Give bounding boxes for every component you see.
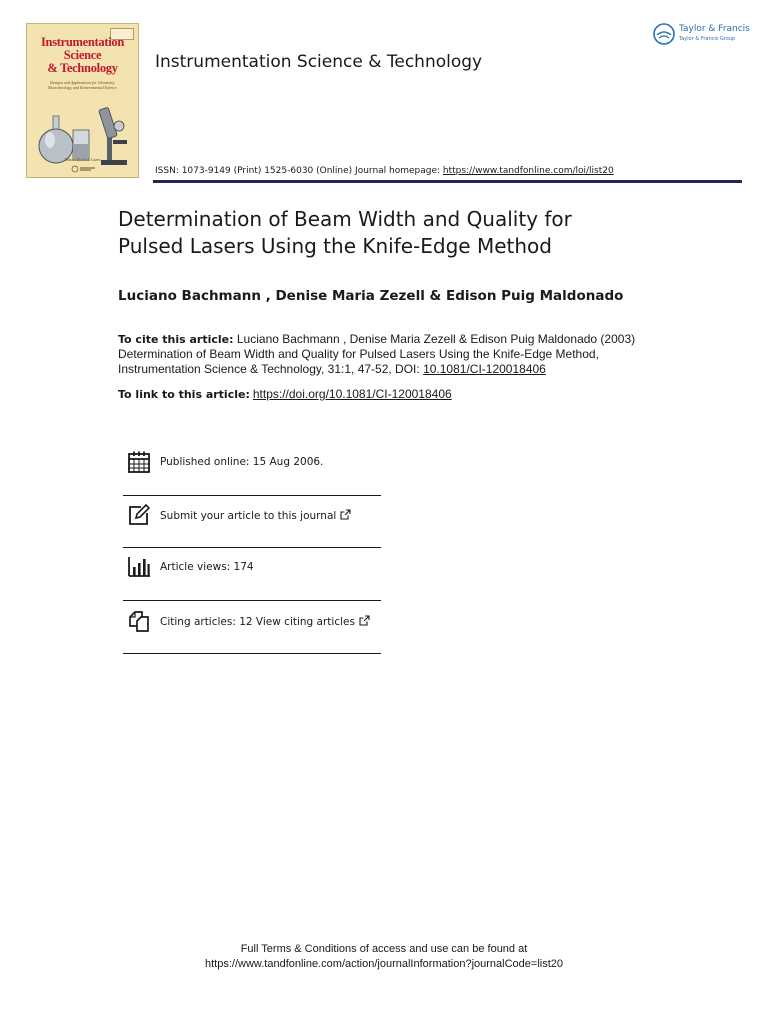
article-link-block xyxy=(118,387,452,401)
cover-title-line: Instrumentation xyxy=(40,35,124,49)
info-divider xyxy=(123,547,381,548)
cover-subtitle xyxy=(35,81,130,90)
cover-editor: Editor: Dr. Jack Cazes xyxy=(64,157,101,162)
calendar-icon xyxy=(127,450,151,474)
article-doi-link[interactable]: https://doi.org/10.1081/CI-120018406 xyxy=(252,387,452,401)
header-divider xyxy=(153,180,742,183)
info-divider xyxy=(123,653,381,654)
cover-title xyxy=(27,36,138,75)
cover-title-line: Science xyxy=(63,48,102,62)
terms-footer-text: Full Terms & Conditions of access and use can be found at xyxy=(240,943,528,955)
taylor-francis-icon xyxy=(653,23,675,45)
journal-title: Instrumentation Science & Technology xyxy=(155,52,483,72)
cover-title-line: & Technology xyxy=(47,61,118,75)
article-link-label: To link to this article: xyxy=(118,388,250,401)
terms-footer-url[interactable]: https://www.tandfonline.com/action/journalInformation?journalCode=list20 xyxy=(204,958,563,970)
issn-text: ISSN: 1073-9149 (Print) 1525-6030 (Online) Journal homepage: xyxy=(155,166,443,176)
journal-cover xyxy=(26,23,139,178)
info-divider xyxy=(123,600,381,601)
publisher-logo[interactable] xyxy=(653,23,748,47)
publisher-name: Taylor & Francis xyxy=(679,24,750,34)
published-online-text: Published online: 15 Aug 2006. xyxy=(160,456,324,468)
article-title-line: Pulsed Lasers Using the Knife-Edge Method xyxy=(118,234,552,258)
cover-subtitle-line: Biotechnology, and Environmental Science xyxy=(48,84,117,90)
journal-homepage-link[interactable]: https://www.tandfonline.com/loi/list20 xyxy=(442,166,614,176)
external-link-icon xyxy=(340,509,351,520)
citation-doi-link[interactable]: 10.1081/CI-120018406 xyxy=(423,362,546,376)
external-link-icon xyxy=(359,615,370,626)
terms-footer xyxy=(0,942,768,972)
citing-articles-text: Citing articles: 12 View citing articles xyxy=(160,616,355,628)
issn-line xyxy=(155,166,614,176)
copy-documents-icon xyxy=(127,609,151,633)
cover-subtitle-line: Designs and Applications for Chemistry, xyxy=(50,80,115,85)
article-title-line: Determination of Beam Width and Quality for xyxy=(118,207,572,231)
submit-article-text: Submit your article to this journal xyxy=(160,510,337,522)
citation-block xyxy=(118,332,658,377)
publisher-group: Taylor & Francis Group xyxy=(679,36,736,42)
citation-text: Luciano Bachmann , Denise Maria Zezell & Edison Puig Maldonado (2003) Determination of Beam Width and Quality for Pulsed Lasers Using the Knife-Edge Method, Instrumentation Science & Technology, 31:1, 47-52, DOI: xyxy=(118,332,636,376)
article-views-text: Article views: 174 xyxy=(160,561,254,573)
cover-publisher-logo xyxy=(71,165,97,173)
info-divider xyxy=(123,495,381,496)
citation-label: To cite this article: xyxy=(118,333,234,346)
bar-chart-icon xyxy=(127,555,151,579)
article-title xyxy=(118,206,718,260)
edit-icon xyxy=(127,503,151,527)
citing-articles-link[interactable] xyxy=(160,615,370,628)
article-authors: Luciano Bachmann , Denise Maria Zezell & Edison Puig Maldonado xyxy=(118,288,624,304)
submit-article-link[interactable] xyxy=(160,509,351,522)
